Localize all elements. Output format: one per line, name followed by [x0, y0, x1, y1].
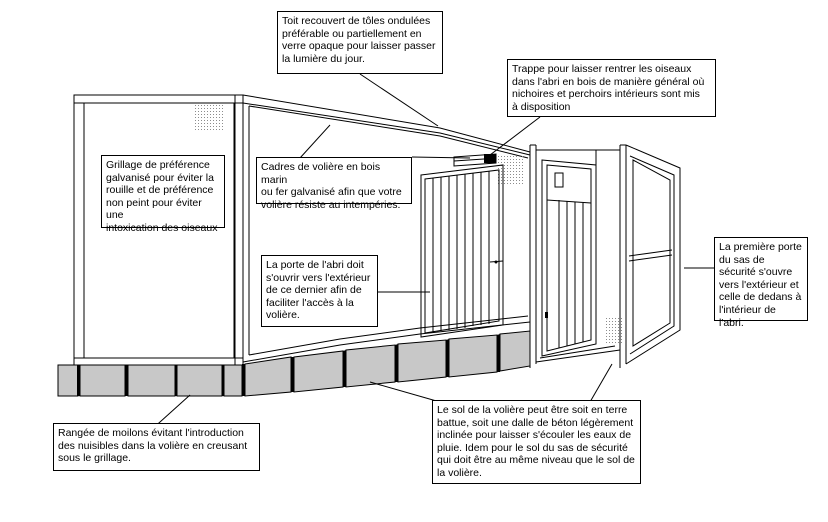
foundation-block [245, 357, 291, 396]
foundation-block [294, 351, 343, 392]
frames-callout-line [300, 125, 330, 158]
floor-label: Le sol de la volière peut être soit en terre battue, soit une dalle de béton légèrement inclinée pour laisser s'écouler les eaux de pluie. Idem pour le sol du sas de sécurité qui doit être au même niveau que le sol de la volière. [432, 400, 641, 484]
foundation-block [398, 340, 446, 382]
trapdoor-callout-line [490, 117, 540, 155]
roof-label: Toit recouvert de tôles ondulées préférable ou partiellement en verre opaque pour laisser passer la lumière du jour. [277, 11, 443, 74]
mesh-label: Grillage de préférence galvanisé pour éviter la rouille et de préférence non peint pour éviter une intoxication des oiseaux [101, 155, 225, 228]
foundation-block [224, 365, 242, 396]
foundation-block [177, 365, 222, 396]
door-hinge [545, 312, 548, 318]
foundation-block [500, 331, 530, 371]
shelter-door-label: La porte de l'abri doit s'ouvrir vers l'extérieur de ce dernier afin de faciliter l'accès à la volière. [261, 255, 378, 327]
frames-label: Cadres de volière en bois marin ou fer galvanisé afin que votre volière résiste au intempéries. [256, 157, 412, 204]
roof-callout-line [360, 74, 438, 126]
airlock-door-label: La première porte du sas de sécurité s'ouvre vers l'extérieur et celle de dedans à l'intérieur de l'abri. [714, 237, 808, 321]
trapdoor-label: Trappe pour laisser rentrer les oiseaux dans l'abri en bois de manière général où nichoires et perchoirs intérieurs sont mis à disposition [507, 59, 716, 117]
door-handle [495, 261, 498, 264]
airlock-inner-door [542, 160, 596, 356]
foundation-block [58, 365, 78, 396]
trapdoor [454, 154, 496, 166]
foundation-label: Rangée de moilons évitant l'introduction des nuisibles dans la volière en creusant sous le grillage. [53, 423, 260, 471]
airlock-outer-door [629, 160, 672, 346]
foundation-block [449, 335, 497, 377]
mesh-texture [497, 154, 525, 184]
shelter-door [421, 165, 503, 337]
foundation-block [128, 365, 175, 396]
mesh-texture [195, 104, 225, 130]
floor-callout-line-2 [590, 364, 612, 402]
floor-callout-line [370, 382, 440, 402]
foundation-block [346, 345, 395, 387]
mesh-texture [604, 318, 622, 344]
foundation-block [80, 365, 125, 396]
